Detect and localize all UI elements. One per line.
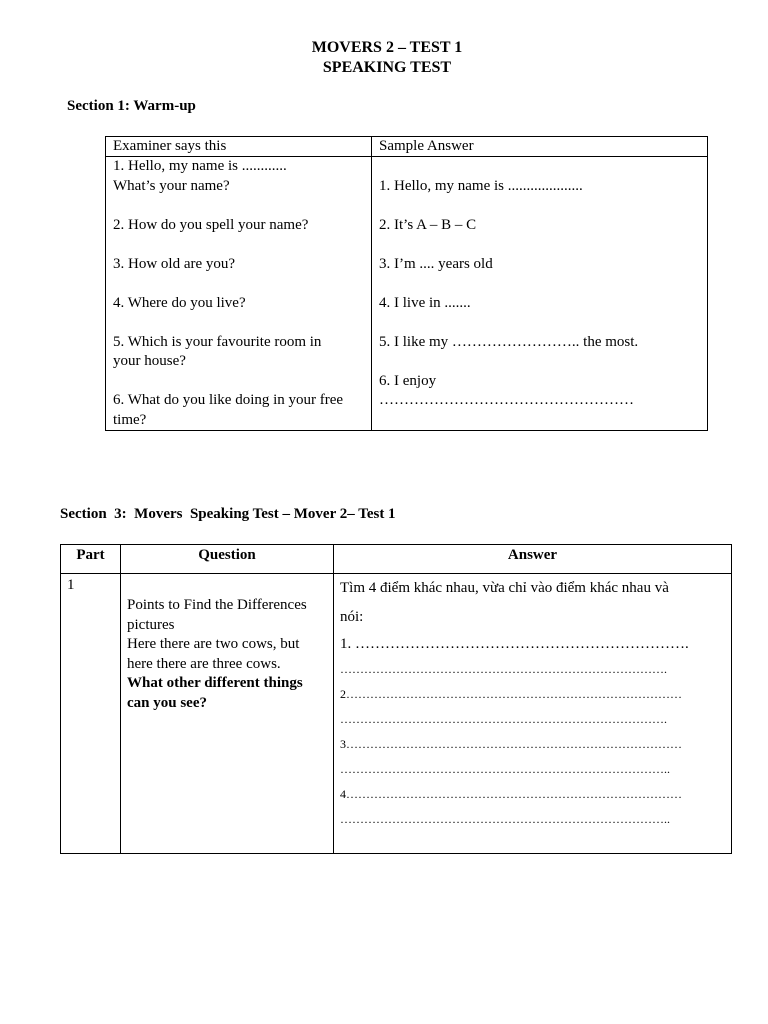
spacer xyxy=(113,274,365,294)
answer-column-header: Answer xyxy=(334,545,732,574)
question-line: pictures xyxy=(127,616,175,633)
answer-5: 5. I like my …………………….. the most. xyxy=(379,333,639,350)
section1-heading: Section 1: Warm-up xyxy=(67,98,196,114)
question-3: 3. How old are you? xyxy=(113,255,236,272)
spacer xyxy=(379,235,701,255)
question-4: 4. Where do you live? xyxy=(113,294,246,311)
sample-answer-column-header: Sample Answer xyxy=(372,137,708,157)
answer-2: 2. It’s A – B – C xyxy=(379,216,477,233)
spacer xyxy=(379,274,701,294)
question-6-line-2: time? xyxy=(113,411,147,428)
speaking-table-header-row xyxy=(61,545,732,574)
answer-line-2: 2………………………………………………………………………… xyxy=(340,687,682,701)
question-line: here there are three cows. xyxy=(127,655,281,672)
spacer xyxy=(379,352,701,372)
spacer xyxy=(113,372,365,392)
answer-line-1: 1. …………………………………………………………. xyxy=(340,636,689,652)
spacer xyxy=(379,157,701,177)
spacer xyxy=(113,196,365,216)
spacer xyxy=(379,313,701,333)
question-prompt-bold: What other different things can you see? xyxy=(127,675,303,711)
question-column-header: Question xyxy=(121,545,334,574)
answer-cell xyxy=(334,574,732,854)
question-5-line-2: your house? xyxy=(113,353,186,369)
answer-instruction-line-2: nói: xyxy=(340,609,364,625)
answer-4: 4. I live in ....... xyxy=(379,294,471,311)
warmup-table-header-row xyxy=(106,137,708,157)
answer-line-4-continued: ……………………………………………………………………….. xyxy=(340,812,670,826)
question-line: Here there are two cows, but xyxy=(127,636,300,652)
warmup-table xyxy=(105,136,708,431)
part-number-cell: 1 xyxy=(61,574,121,854)
question-5-line-1: 5. Which is your favourite room in xyxy=(113,333,322,350)
answer-line-3: 3………………………………………………………………………… xyxy=(340,737,682,751)
document-subtitle: SPEAKING TEST xyxy=(322,59,452,76)
document-title: MOVERS 2 – TEST 1 xyxy=(311,39,463,56)
warmup-table-body-row xyxy=(106,157,708,431)
answer-line-1-continued: ………………………………………………………………………. xyxy=(340,662,667,676)
answer-1: 1. Hello, my name is .................... xyxy=(379,177,583,194)
speaking-table-row xyxy=(61,574,732,854)
examiner-questions-cell xyxy=(106,157,372,431)
spacer xyxy=(113,235,365,255)
answer-line-2-continued: ………………………………………………………………………. xyxy=(340,712,667,726)
question-cell xyxy=(121,574,334,854)
answer-line-4: 4………………………………………………………………………… xyxy=(340,787,682,801)
speaking-test-table xyxy=(60,544,732,854)
question-6-line-1: 6. What do you like doing in your free xyxy=(113,392,344,408)
answer-line-3-continued: ……………………………………………………………………….. xyxy=(340,762,670,776)
part-column-header: Part xyxy=(61,545,121,574)
sample-answers-cell xyxy=(372,157,708,431)
question-1-line-2: What’s your name? xyxy=(113,177,230,194)
question-line: Points to Find the Differences xyxy=(127,597,307,613)
answer-3: 3. I’m .... years old xyxy=(379,255,493,272)
examiner-column-header: Examiner says this xyxy=(106,137,372,157)
spacer xyxy=(379,196,701,216)
spacer xyxy=(113,313,365,333)
answer-6-line-1: 6. I enjoy xyxy=(379,372,437,389)
question-1-line-1: 1. Hello, my name is ............ xyxy=(113,158,287,174)
answer-6-line-2: …………………………………………… xyxy=(379,392,634,408)
section3-heading: Section 3: Movers Speaking Test – Mover 2– Test 1 xyxy=(60,506,396,522)
question-2: 2. How do you spell your name? xyxy=(113,216,309,233)
answer-instruction-line-1: Tìm 4 điểm khác nhau, vừa chỉ vào điểm khác nhau và xyxy=(340,580,669,596)
